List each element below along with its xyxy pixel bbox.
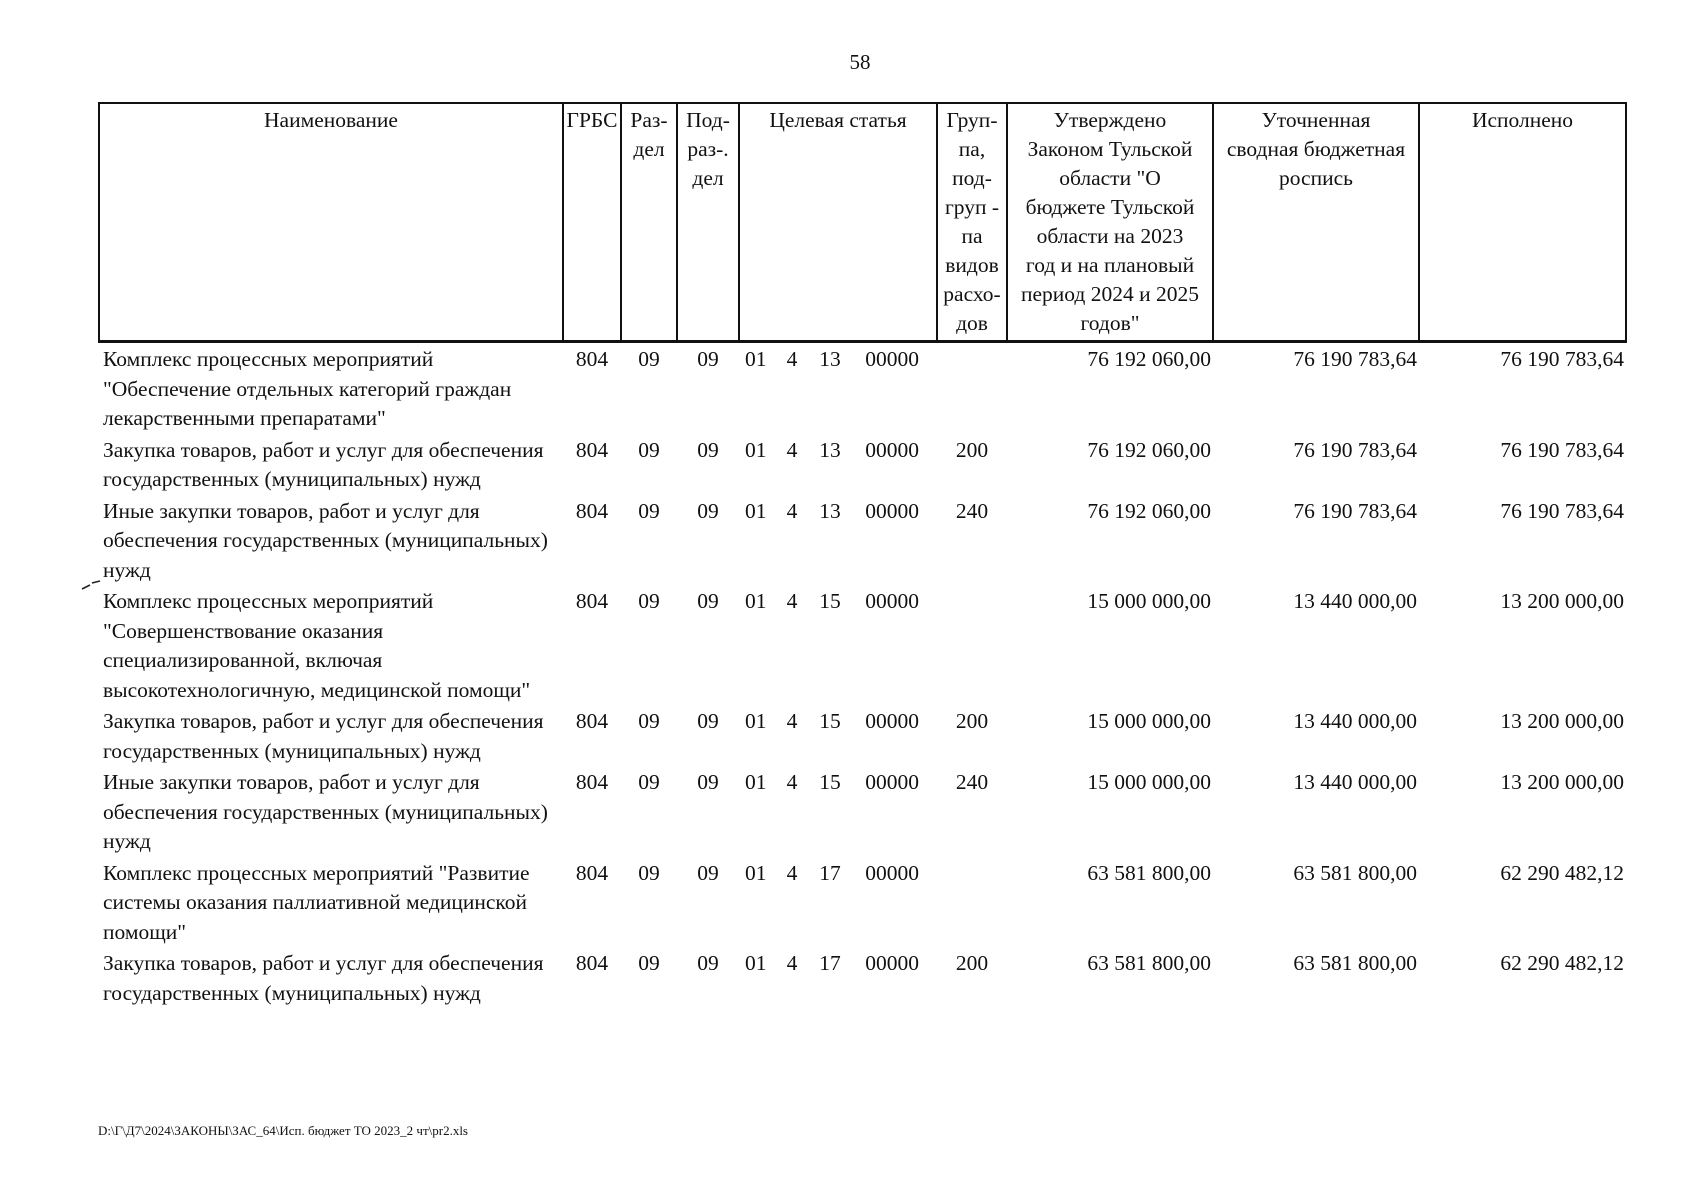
row-podrazdel: 09 [697, 709, 719, 733]
target-article-part-1: 01 [745, 770, 767, 794]
page-number: 58 [849, 50, 871, 74]
row-razdel: 09 [638, 498, 660, 523]
target-article-part-3: 17 [819, 860, 841, 885]
target-article-part-3: 13 [819, 498, 841, 523]
row-razdel: 09 [638, 589, 660, 613]
table-row [99, 947, 1626, 1008]
header-podrazdel: Под- раз-. дел [677, 103, 739, 342]
row-podrazdel: 09 [697, 770, 719, 794]
target-article-part-3: 15 [819, 589, 841, 613]
target-article-part-2: 4 [786, 437, 798, 462]
row-expense-group: 240 [955, 770, 989, 794]
header-executed: Исполнено [1419, 103, 1626, 342]
target-article-part-3: 17 [819, 951, 841, 975]
row-podrazdel: 09 [697, 347, 719, 371]
target-article-part-4: 00000 [865, 437, 919, 462]
row-target-article [739, 705, 937, 766]
table-row [99, 766, 1626, 857]
row-name: Комплекс процессных мероприятий "Совершенствование оказания специализированной, включая высокотехнологичную, медицинской помощи" [103, 589, 531, 702]
target-article-part-1: 01 [745, 951, 767, 975]
target-article-part-3: 13 [819, 347, 841, 371]
target-article-part-2: 4 [786, 860, 798, 885]
row-razdel: 09 [638, 770, 660, 794]
target-article-part-4: 00000 [865, 498, 919, 523]
file-path-footer: D:\Г\Д7\2024\ЗАКОНЫ\ЗАС_64\Исп. бюджет ТО 2023_2 чт\pr2.xls [98, 1123, 468, 1138]
row-razdel: 09 [638, 709, 660, 733]
row-approved: 63 581 800,00 [1087, 951, 1211, 975]
row-grbs: 804 [575, 951, 609, 975]
header-approved: Утверждено Законом Тульской области "О бюджете Тульской области на 2023 год и на плановый период 2024 и 2025 годов" [1007, 103, 1213, 342]
row-name: Закупка товаров, работ и услуг для обеспечения государственных (муниципальных) нужд [103, 709, 544, 763]
row-razdel: 09 [638, 437, 660, 462]
row-target-article [739, 585, 937, 705]
target-article-part-1: 01 [745, 347, 767, 371]
row-podrazdel: 09 [697, 498, 719, 523]
header-name: Наименование [99, 103, 563, 342]
target-article-part-4: 00000 [865, 951, 919, 975]
header-razdel: Раз- дел [621, 103, 677, 342]
row-target-article [739, 857, 937, 948]
row-executed: 76 190 783,64 [1500, 437, 1624, 462]
row-expense-group: 200 [955, 437, 989, 462]
target-article-part-3: 13 [819, 437, 841, 462]
row-refined: 13 440 000,00 [1293, 770, 1417, 794]
row-approved: 76 192 060,00 [1087, 437, 1211, 462]
row-name: Комплекс процессных мероприятий "Развитие системы оказания паллиативной медицинской помощи" [103, 860, 530, 944]
target-article-part-4: 00000 [865, 347, 919, 371]
row-expense-group: 200 [955, 709, 989, 733]
row-approved: 76 192 060,00 [1087, 347, 1211, 371]
target-article-part-1: 01 [745, 860, 767, 885]
row-razdel: 09 [638, 951, 660, 975]
row-grbs: 804 [575, 347, 609, 371]
table-row [99, 434, 1626, 495]
target-article-part-1: 01 [745, 709, 767, 733]
header-refined: Уточненная сводная бюджетная роспись [1213, 103, 1419, 342]
row-target-article [739, 342, 937, 434]
table-row [99, 857, 1626, 948]
row-target-article [739, 495, 937, 586]
target-article-part-4: 00000 [865, 589, 919, 613]
row-refined: 76 190 783,64 [1293, 498, 1417, 523]
row-expense-group: 200 [955, 951, 989, 975]
row-expense-group [937, 585, 1007, 705]
target-article-part-3: 15 [819, 709, 841, 733]
table-row [99, 495, 1626, 586]
check-mark-icon [80, 580, 104, 592]
target-article-part-2: 4 [786, 498, 798, 523]
table-body [99, 342, 1626, 1009]
row-approved: 15 000 000,00 [1087, 770, 1211, 794]
budget-table [98, 102, 1627, 1008]
budget-table-wrapper [98, 102, 1625, 1008]
header-grbs: ГРБС [563, 103, 621, 342]
row-grbs: 804 [575, 498, 609, 523]
row-podrazdel: 09 [697, 860, 719, 885]
row-expense-group: 240 [955, 498, 989, 523]
header-target-article: Целевая статья [739, 103, 937, 342]
row-podrazdel: 09 [697, 589, 719, 613]
row-name: Иные закупки товаров, работ и услуг для обеспечения государственных (муниципальных) нужд [103, 770, 548, 853]
target-article-part-2: 4 [786, 589, 798, 613]
row-approved: 15 000 000,00 [1087, 709, 1211, 733]
target-article-part-2: 4 [786, 770, 798, 794]
row-approved: 76 192 060,00 [1087, 498, 1211, 523]
table-row [99, 342, 1626, 434]
header-expense-group: Груп- па, под- груп - па видов расхо- дов [937, 103, 1007, 342]
target-article-part-2: 4 [786, 347, 798, 371]
row-podrazdel: 09 [697, 951, 719, 975]
row-name: Закупка товаров, работ и услуг для обеспечения государственных (муниципальных) нужд [103, 951, 544, 1005]
target-article-part-4: 00000 [865, 709, 919, 733]
row-refined: 63 581 800,00 [1293, 860, 1417, 885]
row-grbs: 804 [575, 589, 609, 613]
row-name: Комплекс процессных мероприятий "Обеспечение отдельных категорий граждан лекарственными препаратами" [103, 347, 512, 430]
row-refined: 13 440 000,00 [1293, 709, 1417, 733]
row-target-article [739, 766, 937, 857]
row-razdel: 09 [638, 347, 660, 371]
row-refined: 76 190 783,64 [1293, 437, 1417, 462]
row-target-article [739, 434, 937, 495]
row-refined: 13 440 000,00 [1293, 589, 1417, 613]
row-executed: 62 290 482,12 [1500, 860, 1624, 885]
target-article-part-1: 01 [745, 589, 767, 613]
row-approved: 15 000 000,00 [1087, 589, 1211, 613]
row-name: Закупка товаров, работ и услуг для обеспечения государственных (муниципальных) нужд [103, 437, 544, 491]
row-podrazdel: 09 [697, 437, 719, 462]
target-article-part-1: 01 [745, 498, 767, 523]
table-header-row [99, 103, 1626, 342]
target-article-part-4: 00000 [865, 860, 919, 885]
target-article-part-4: 00000 [865, 770, 919, 794]
row-executed: 76 190 783,64 [1500, 498, 1624, 523]
row-grbs: 804 [575, 709, 609, 733]
target-article-part-3: 15 [819, 770, 841, 794]
row-refined: 63 581 800,00 [1293, 951, 1417, 975]
row-approved: 63 581 800,00 [1087, 860, 1211, 885]
row-refined: 76 190 783,64 [1293, 347, 1417, 371]
row-grbs: 804 [575, 860, 609, 885]
target-article-part-2: 4 [786, 709, 798, 733]
target-article-part-1: 01 [745, 437, 767, 462]
row-executed: 76 190 783,64 [1500, 347, 1624, 371]
row-grbs: 804 [575, 770, 609, 794]
table-row [99, 705, 1626, 766]
target-article-part-2: 4 [786, 951, 798, 975]
row-grbs: 804 [575, 437, 609, 462]
row-razdel: 09 [638, 860, 660, 885]
row-expense-group [937, 857, 1007, 948]
row-executed: 13 200 000,00 [1500, 589, 1624, 613]
row-name: Иные закупки товаров, работ и услуг для обеспечения государственных (муниципальных) нужд [103, 498, 548, 582]
row-executed: 62 290 482,12 [1500, 951, 1624, 975]
row-expense-group [937, 342, 1007, 434]
row-executed: 13 200 000,00 [1500, 770, 1624, 794]
row-target-article [739, 947, 937, 1008]
row-executed: 13 200 000,00 [1500, 709, 1624, 733]
table-row [99, 585, 1626, 705]
